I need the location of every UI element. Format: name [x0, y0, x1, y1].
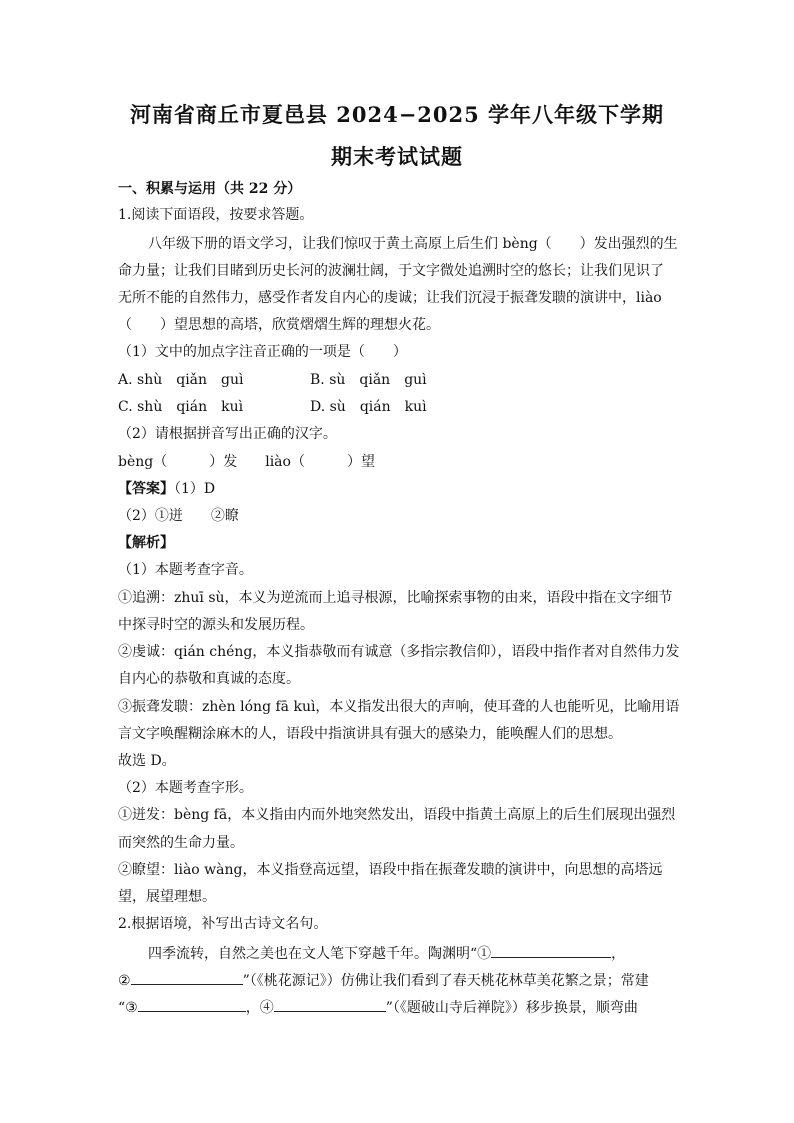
option-d: D. sù qián kuì	[310, 399, 427, 415]
analysis-line: 故选 D。	[118, 753, 176, 769]
option-c: C. shù qián kuì	[118, 399, 244, 415]
exam-subtitle: 期末考试试题	[331, 144, 463, 169]
options-row-2	[118, 398, 678, 416]
passage-line: 命力量；让我们目睹到历史长河的波澜壮阔，于文字微处追溯时空的悠长；让我们见识了	[118, 263, 664, 279]
exam-title: 河南省商丘市夏邑县 2024−2025 学年八年级下学期	[129, 102, 665, 127]
analysis-line: ②虔诚：qián chéng，本义指恭敬而有诚意（多指宗教信仰），语段中指作者对自然伟力发	[118, 644, 680, 660]
analysis-line: 望，展望理想。	[118, 889, 216, 905]
sub-question-1: （1）文中的加点字注音正确的一项是（ ）	[118, 344, 407, 360]
answer-row	[118, 480, 678, 498]
poem-fill-line: ② ”（《桃花源记》）仿佛让我们看到了春天桃花林草美花繁之景；常建	[118, 970, 678, 990]
analysis-line: （2）本题考查字形。	[118, 780, 253, 796]
question-2-prompt: 2.根据语境，补写出古诗文名句。	[118, 916, 328, 932]
blank-3[interactable]	[138, 997, 246, 1012]
passage-line: 无所不能的自然伟力，感受作者发自内心的虔诚；让我们沉浸于振聋发聩的演讲中，liào	[118, 290, 662, 306]
analysis-line: ①追溯：zhuī sù，本义为逆流而上追寻根源，比喻探索事物的由来，语段中指在文字细节	[118, 590, 673, 606]
poem-fill-line: 四季流转，自然之美也在文人笔下穿越千年。陶渊明“① ，	[148, 943, 708, 963]
analysis-line: 而突然的生命力量。	[118, 835, 244, 851]
analysis-line: ③振聋发聩：zhèn lóng fā kuì，本义指发出很大的声响，使耳聋的人也能听见，比喻用语	[118, 699, 680, 715]
analysis-line: ①迸发：bèng fā，本义指由内而外地突然发出，语段中指黄土高原上的后生们展现出强烈	[118, 807, 676, 823]
passage-line: （ ）望思想的高塔，欣赏熠熠生辉的理想火花。	[118, 317, 440, 333]
analysis-line: ②瞭望：liào wàng，本义指登高远望，语段中指在振聋发聩的演讲中，向思想的高塔远	[118, 862, 663, 878]
analysis-line: 言文字唤醒糊涂麻木的人，语段中指演讲具有强大的感染力，能唤醒人们的思想。	[118, 726, 622, 742]
passage-line: 八年级下册的语文学习，让我们惊叹于黄土高原上后生们 bèng（ ）发出强烈的生	[148, 236, 678, 252]
poem-fill-line: “③ ，④ ”（《题破山寺后禅院》）移步换景，顺弯曲	[118, 997, 678, 1017]
question-1-prompt: 1.阅读下面语段，按要求答题。	[118, 207, 314, 223]
options-row-1	[118, 371, 678, 389]
answer-2: （2）①迸 ②瞭	[118, 508, 239, 524]
section-heading: 一、积累与运用（共 22 分）	[118, 181, 302, 197]
analysis-line: 中探寻时空的源头和发展历程。	[118, 617, 314, 633]
blank-4[interactable]	[274, 997, 386, 1012]
analysis-line: （1）本题考查字音。	[118, 562, 253, 578]
blank-2[interactable]	[131, 970, 243, 985]
option-a: A. shù qiǎn guì	[118, 372, 244, 388]
answer-1: （1）D	[174, 481, 216, 497]
blank-1[interactable]	[491, 943, 611, 958]
analysis-line: 自内心的恭敬和真诚的态度。	[118, 671, 300, 687]
sub-question-2: （2）请根据拼音写出正确的汉字。	[118, 426, 337, 442]
fill-in-line: bèng（ ）发 liào（ ）望	[118, 454, 375, 470]
option-b: B. sù qiǎn guì	[310, 372, 427, 388]
answer-label: 【答案】	[118, 481, 174, 497]
analysis-label: 【解析】	[118, 535, 174, 551]
